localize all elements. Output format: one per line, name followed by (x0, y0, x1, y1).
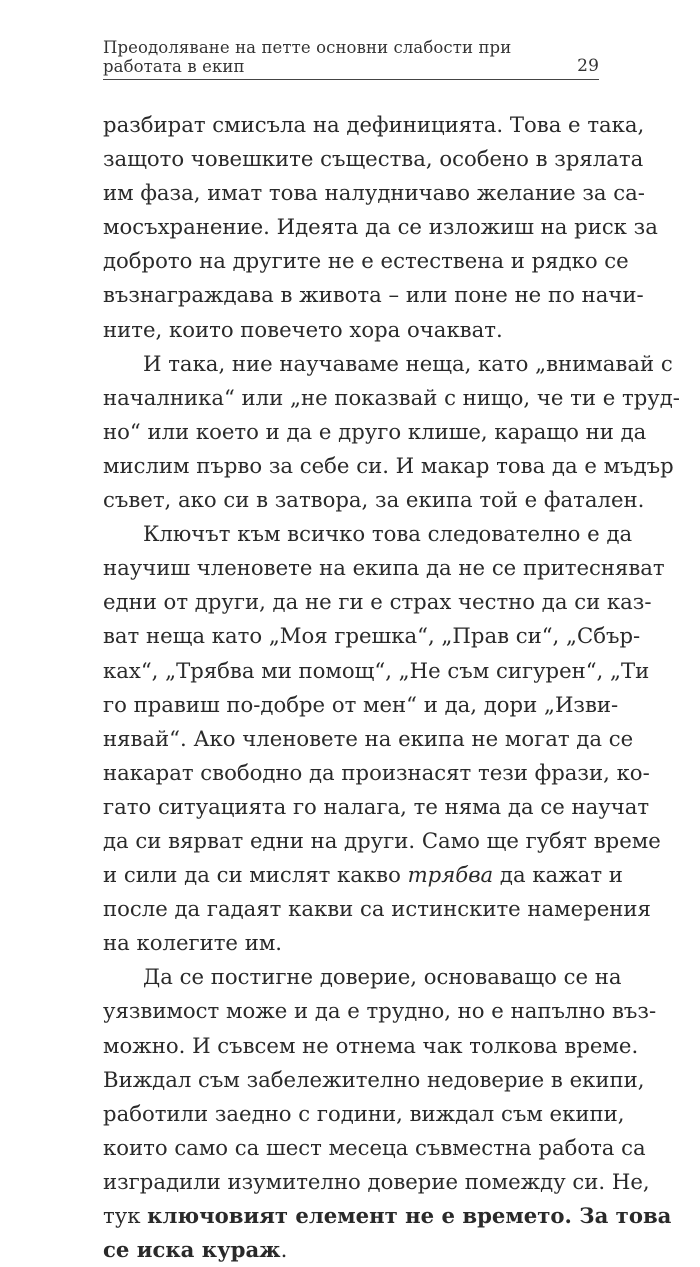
text-line: началника“ или „не показвай с нищо, че ти е труд- (103, 384, 680, 410)
text-line: можно. И съвсем не отнема чак толкова време. (103, 1032, 639, 1058)
text-line: гато ситуацията го налага, те няма да се научат (103, 793, 650, 819)
body-text (103, 108, 680, 1267)
text-line: го правиш по-добре от мен“ и да, дори „Изви- (103, 691, 619, 717)
text-line-with-bold (103, 1233, 599, 1267)
running-header (103, 38, 599, 80)
text-line: ках“, „Трябва ми помощ“, „Не съм сигурен“, „Ти (103, 657, 650, 683)
text-line: изградили изумително доверие помежду си. Не, (103, 1168, 650, 1194)
text-line: съвет, ако си в затвора, за екипа той е фатален. (103, 487, 645, 513)
text-line: възнаграждава в живота – или поне не по начи- (103, 282, 644, 308)
text-line: работили заедно с години, виждал съм екипи, (103, 1100, 625, 1126)
text-line: уязвимост може и да е трудно, но е напълно въз- (103, 998, 657, 1024)
text-line: но“ или което и да е друго клише, каращо ни да (103, 418, 647, 444)
text-run: да кажат и (493, 862, 623, 888)
text-line: Ключът към всичко това следователно е да (143, 521, 633, 547)
text-line: които само са шест месеца съвместна работа са (103, 1134, 646, 1160)
page-number: 29 (577, 56, 599, 76)
text-line: после да гадаят какви са истинските намерения (103, 896, 651, 922)
text-run: тук (103, 1203, 148, 1228)
text-line: нявай“. Ако членовете на екипа не могат да се (103, 725, 634, 751)
paragraph-2 (103, 347, 680, 517)
paragraph-4 (103, 960, 672, 1267)
text-line: накарат свободно да произнасят тези фрази, ко- (103, 759, 650, 785)
text-line: Виждал съм забележително недоверие в екипи, (103, 1066, 645, 1092)
text-line: И така, ние научаваме неща, като „внимавай с (143, 350, 673, 376)
text-line-with-bold (103, 1199, 672, 1233)
text-line: научиш членовете на екипа да не се притесняват (103, 555, 665, 581)
bold-emphasis: се иска кураж (103, 1237, 281, 1263)
text-line: ните, които повечето хора очакват. (103, 316, 503, 342)
paragraph-1 (103, 108, 658, 347)
text-line: доброто на другите не е естествена и рядко се (103, 248, 629, 274)
text-line-with-italic (103, 858, 623, 892)
running-title: Преодоляване на петте основни слабости при работата в екип (103, 38, 512, 76)
text-line: мосъхранение. Идеята да се изложиш на риск за (103, 214, 658, 240)
text-line: Да се постигне доверие, основаващо се на (143, 964, 622, 990)
text-line: ват неща като „Моя грешка“, „Прав си“, „Сбър- (103, 623, 641, 649)
text-line: да си вярват едни на други. Само ще губят време (103, 827, 661, 853)
text-line: едни от други, да не ги е страх честно да си каз- (103, 589, 652, 615)
text-line: им фаза, имат това налудничаво желание за са- (103, 180, 645, 206)
text-line: на колегите им. (103, 930, 283, 956)
italic-emphasis: трябва (407, 862, 494, 888)
bold-emphasis: ключовият елемент не е времето. За това (147, 1203, 672, 1228)
text-run: и сили да си мислят какво (103, 862, 408, 888)
text-line: разбират смисъла на дефиницията. Това е така, (103, 112, 645, 137)
text-run: . (280, 1237, 288, 1263)
text-line: мислим първо за себе си. И макар това да е мъдър (103, 452, 674, 478)
paragraph-3 (103, 517, 665, 960)
text-line: защото човешките същества, особено в зрялата (103, 146, 644, 172)
